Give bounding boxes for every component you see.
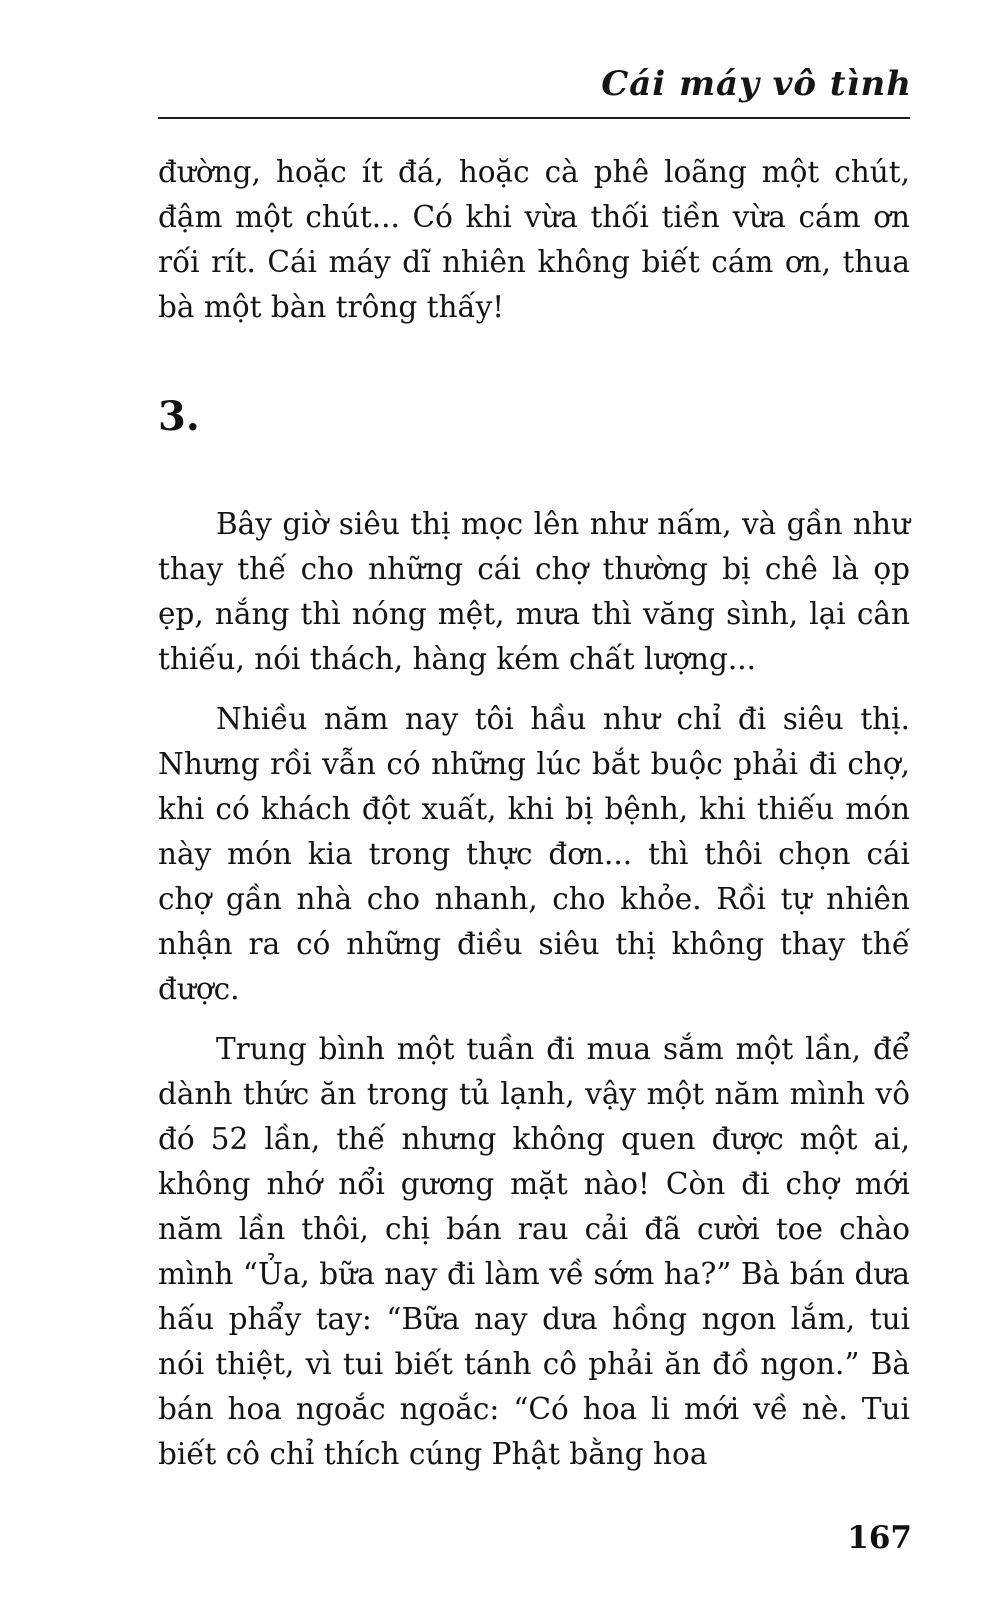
- continued-paragraph: đường, hoặc ít đá, hoặc cà phê loãng một chút, đậm một chút... Có khi vừa thối tiền vừa cám ơn rối rít. Cái máy dĩ nhiên không biết cám ơn, thua bà một bàn trông thấy!: [158, 155, 910, 324]
- section-body: [158, 502, 910, 1492]
- running-header-title: Cái máy vô tình: [601, 64, 912, 104]
- paragraph: Bây giờ siêu thị mọc lên như nấm, và gần như thay thế cho những cái chợ thường bị chê là ọp ẹp, nắng thì nóng mệt, mưa thì văng sình, lại cân thiếu, nói thách, hàng kém chất lượng...: [158, 507, 910, 676]
- paragraph: Trung bình một tuần đi mua sắm một lần, để dành thức ăn trong tủ lạnh, vậy một năm mình vô đó 52 lần, thế nhưng không quen được một ai, không nhớ nổi gương mặt nào! Còn đi chợ mới năm lần thôi, chị bán rau cải đã cười toe chào mình “Ủa, bữa nay đi làm về sớm ha?” Bà bán dưa hấu phẩy tay: “Bữa nay dưa hồng ngon lắm, tui nói thiệt, vì tui biết tánh cô phải ăn đồ ngon.” Bà bán hoa ngoắc ngoắc: “Có hoa li mới về nè. Tui biết cô chỉ thích cúng Phật bằng hoa: [158, 1032, 910, 1471]
- paragraph: Nhiều năm nay tôi hầu như chỉ đi siêu thị. Nhưng rồi vẫn có những lúc bắt buộc phải đi chợ, khi có khách đột xuất, khi bị bệnh, khi thiếu món này món kia trong thực đơn... thì thôi chọn cái chợ gần nhà cho nhanh, cho khỏe. Rồi tự nhiên nhận ra có những điều siêu thị không thay thế được.: [158, 702, 910, 1006]
- header-rule: [158, 117, 910, 119]
- continued-paragraph-block: [158, 150, 910, 330]
- section-number: 3.: [158, 393, 200, 440]
- page-number: 167: [847, 1520, 912, 1556]
